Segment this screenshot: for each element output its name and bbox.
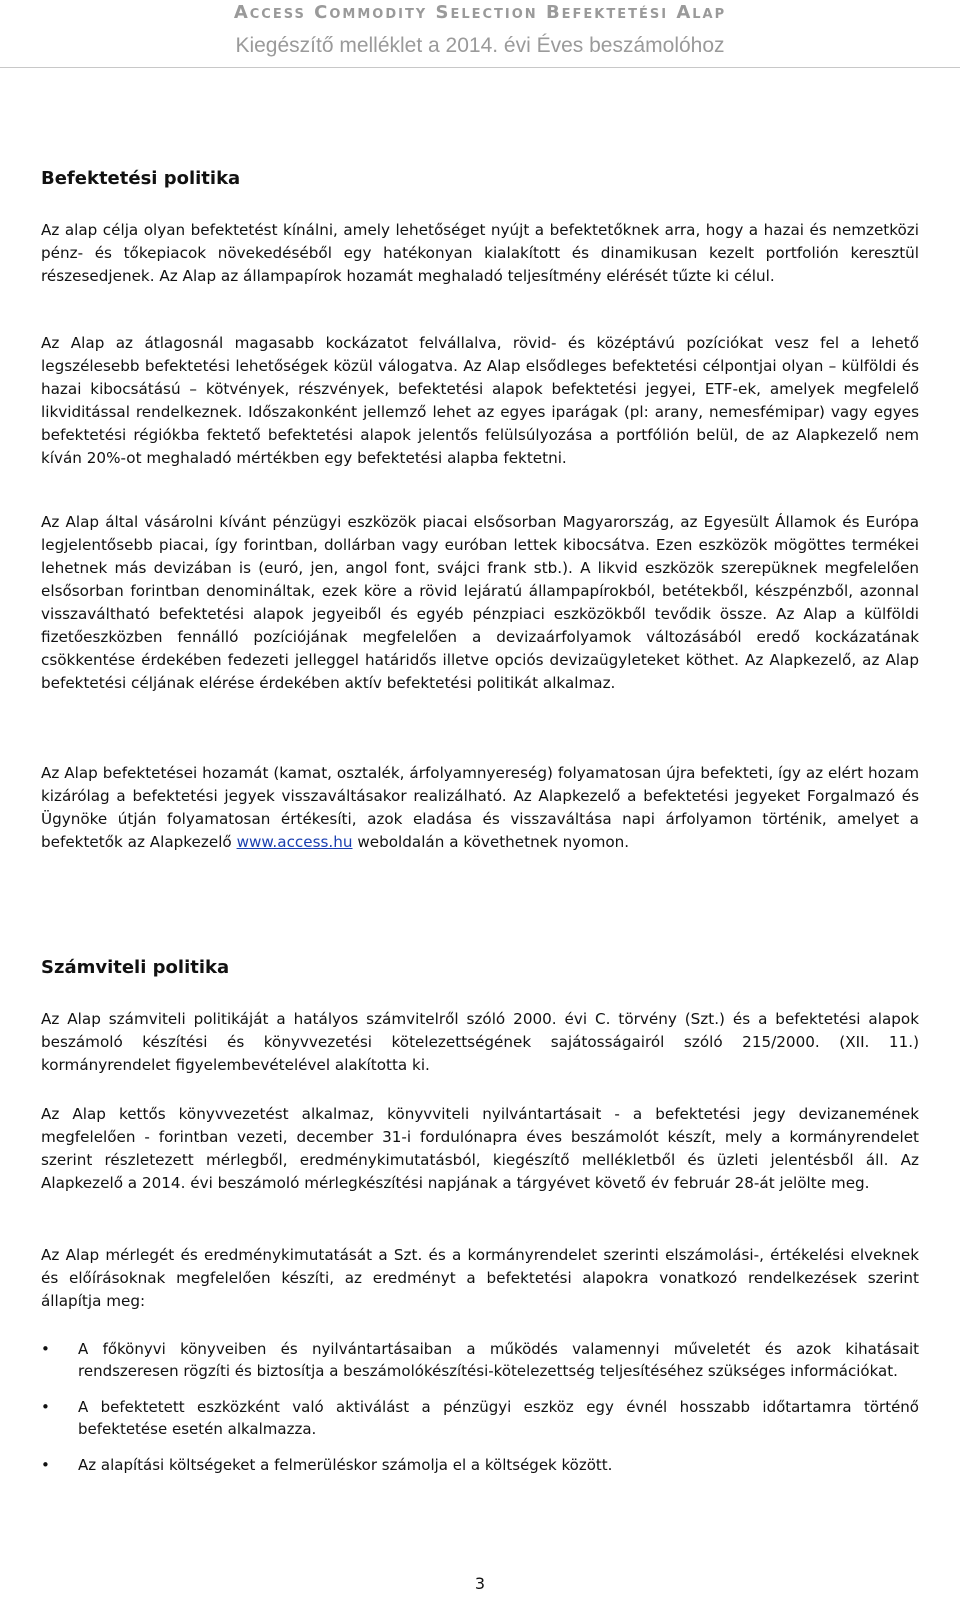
paragraph-text: Az alap célja olyan befektetést kínálni, amely lehetőséget nyújt a befektetőknek arra, hogy a hazai és nemzetközi pénz- és tőkepiacok növekedéséből egy hatékonyan kialakított és dinamikusan kezelt portfolión keresztül részesedjenek. Az Alap az állampapírok hozamát meghaladó teljesítmény elérését tűzte ki célul. [41,221,919,285]
paragraph [41,762,919,854]
paragraph-text: Az Alap mérlegét és eredménykimutatását a Szt. és a kormányrendelet szerinti elszámolási-, értékelési elveknek és előírásoknak megfelelően készíti, az eredményt a befektetési alapokra vonatkozó rendelkezések szerint állapítja meg: [41,1246,919,1310]
paragraph [41,219,919,288]
paragraph-text [41,762,919,854]
header-divider [0,67,960,68]
paragraph [41,332,919,470]
bullet-list [41,1338,919,1476]
section-heading-investment-policy: Befektetési politika [41,168,241,189]
page-number: 3 [474,1574,486,1593]
document-subtitle: Kiegészítő melléklet a 2014. évi Éves beszámolóhoz [235,34,725,57]
paragraph-text: Az Alap által vásárolni kívánt pénzügyi eszközök piacai elsősorban Magyarország, az Egyesült Államok és Európa legjelentősebb piacai, így forintban, dollárban vagy euróban lettek kibocsátva. Ezen eszközök mögöttes termékei lehetnek más devizában is (euró, jen, angol font, svájci frank stb.). A likvid eszközök szerepüknek megfelelően elsősorban forintban denomináltak, ezek köre a rövid lejáratú állampapírokból, betétekből, készpénzből, azonnal visszaváltható befektetési alapok jegyeiből és egyéb pénzpiaci eszközökből tevődik össze. Az Alap a külföldi fizetőeszközben fennálló pozíciójának megfelelően a devizaárfolyamok változásából eredő kockázatának csökkentése érdekében fedezeti jelleggel határidős illetve opciós devizaügyleteket köthet. Az Alapkezelő, az Alap befektetési céljának elérése érdekében aktív befektetési politikát alkalmaz. [41,513,919,692]
paragraph-text: Az Alap számviteli politikáját a hatályos számvitelről szóló 2000. évi C. törvény (Szt.) és a befektetési alapok beszámoló készítési és könyvvezetési kötelezettségének sajátosságairól szóló 215/2000. (XII. 11.) kormányrendelet figyelembevételével alakította ki. [41,1010,919,1074]
paragraph-text: Az Alap kettős könyvvezetést alkalmaz, könyvviteli nyilvántartásait - a befektetési jegy devizanemének megfelelően - forintban vezeti, december 31-i fordulónapra éves beszámolót készít, mely a kormányrendelet szerint részletezett mérlegből, eredménykimutatásból, kiegészítő mellékletből és üzleti jelentésből áll. Az Alapkezelő a 2014. évi beszámoló mérlegkészítési napjának a tárgyévet követő év február 28-át jelölte meg. [41,1105,919,1192]
list-item-text: Az alapítási költségeket a felmerüléskor számolja el a költségek között. [78,1456,613,1474]
list-item [41,1396,919,1440]
paragraph [41,511,919,695]
section-accounting-policy [41,956,919,980]
bullet-icon: • [41,1456,50,1474]
section-investment-policy [41,167,919,191]
paragraph [41,1103,919,1195]
paragraph [41,1008,919,1077]
list-item-text: A főkönyvi könyveiben és nyilvántartásaiban a működés valamennyi műveletét és azok kihatásait rendszeresen rögzíti és biztosítja a beszámolókészítési-kötelezettség teljesítéséhez szükséges információkat. [78,1340,919,1380]
document-title: Access Commodity Selection Befektetési Alap [233,2,727,23]
list-item-text: A befektetett eszközként való aktiválást a pénzügyi eszköz egy évnél hosszabb időtartamra történő befektetése esetén alkalmazza. [78,1398,919,1438]
section-heading-accounting-policy: Számviteli politika [41,957,230,978]
list-item [41,1338,919,1382]
paragraph-text: Az Alap az átlagosnál magasabb kockázatot felvállalva, rövid- és középtávú pozíciókat vesz fel a lehető legszélesebb befektetési lehetőségek közül válogatva. Az Alap elsődleges befektetési célpontjai olyan – külföldi és hazai kibocsátású – kötvények, részvények, befektetési alapok befektetési jegyei, ETF-ek, amelyek megfelelő likviditással rendelkeznek. Időszakonként jellemző lehet az egyes iparágak (pl: arany, nemesfémipar) vagy egyes befektetési régiókba fektető befektetési alapok jelentős felülsúlyozása a portfólión belül, de az Alapkezelő nem kíván 20%-ot meghaladó mértékben egy befektetési alapba fektetni. [41,334,919,467]
access-website-link[interactable]: www.access.hu [236,833,353,851]
paragraph [41,1244,919,1313]
bullet-icon: • [41,1340,50,1358]
paragraph-text-part: Az Alap befektetései hozamát (kamat, osztalék, árfolyamnyereség) folyamatosan újra befekteti, így az elért hozam kizárólag a befektetési jegyek visszaváltásakor realizálható. Az Alapkezelő a befektetési jegyeket Forgalmazó és Ügynöke útján folyamatosan értékesíti, azok eladása és visszaváltása napi árfolyamon történik, amelyet a befektetők az Alapkezelő [41,764,919,851]
bullet-icon: • [41,1398,50,1416]
page-header [0,0,960,68]
list-item [41,1454,919,1476]
paragraph-text-part: weboldalán a követhetnek nyomon. [352,833,630,851]
